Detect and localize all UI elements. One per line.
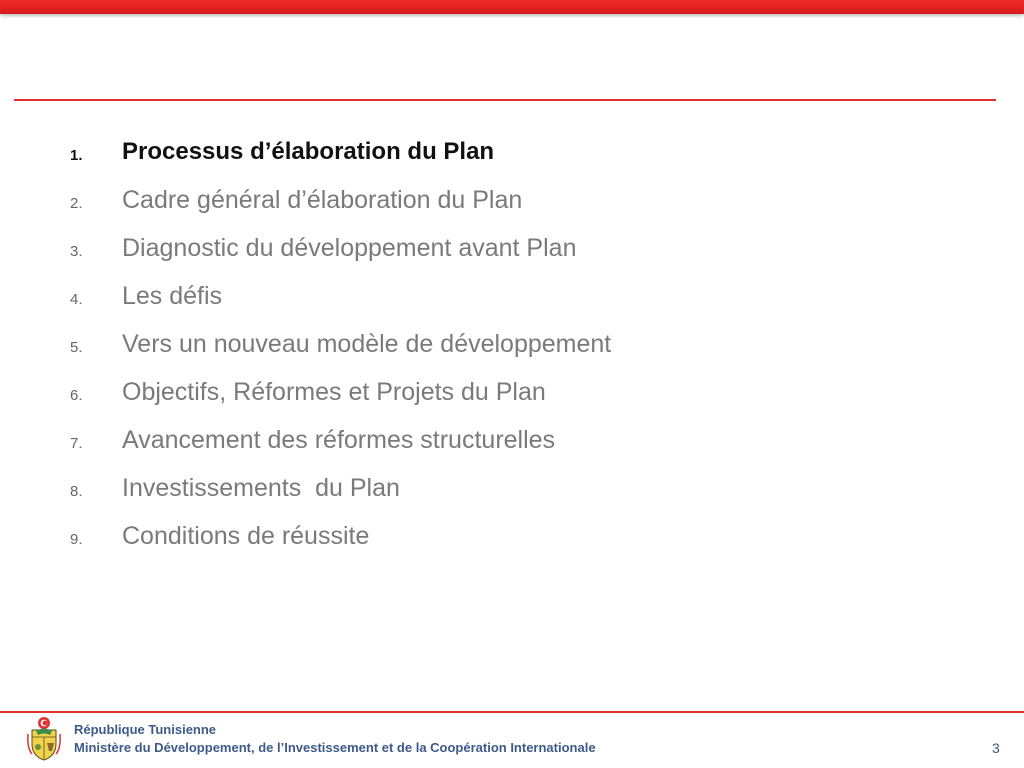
agenda-item-4[interactable] [0, 277, 900, 325]
agenda-item-2[interactable] [0, 181, 900, 229]
agenda-item-label: Objectifs, Réformes et Projets du Plan [122, 378, 546, 406]
agenda-item-7[interactable] [0, 421, 900, 469]
agenda-item-label: Investissements du Plan [122, 474, 400, 502]
agenda-item-label: Avancement des réformes structurelles [122, 426, 556, 454]
agenda-list [0, 133, 900, 565]
agenda-item-3[interactable] [0, 229, 900, 277]
agenda-item-number: 6. [70, 387, 83, 404]
footer-divider [0, 711, 1024, 713]
agenda-item-number: 3. [70, 243, 83, 260]
footer-country: République Tunisienne [74, 722, 217, 737]
agenda-item-number: 2. [70, 195, 83, 212]
agenda-item-number: 8. [70, 483, 83, 500]
agenda-item-6[interactable] [0, 373, 900, 421]
agenda-item-8[interactable] [0, 469, 900, 517]
agenda-item-number: 1. [70, 147, 83, 164]
agenda-item-1[interactable] [0, 133, 900, 181]
agenda-item-label: Vers un nouveau modèle de développement [122, 330, 612, 358]
top-red-bar [0, 0, 1024, 14]
page-number: 3 [992, 740, 1000, 756]
agenda-item-number: 9. [70, 531, 83, 548]
agenda-item-number: 4. [70, 291, 83, 308]
agenda-item-label: Diagnostic du développement avant Plan [122, 234, 577, 262]
agenda-item-9[interactable] [0, 517, 900, 565]
agenda-item-number: 5. [70, 339, 83, 356]
footer-ministry: Ministère du Développement, de l’Investissement et de la Coopération Internationale [74, 740, 596, 755]
tunisia-coat-of-arms-icon [26, 716, 62, 762]
title-divider [14, 99, 996, 101]
agenda-item-label: Les défis [122, 282, 223, 310]
agenda-item-label: Conditions de réussite [122, 522, 370, 550]
agenda-item-label: Cadre général d’élaboration du Plan [122, 186, 523, 214]
agenda-item-label: Processus d’élaboration du Plan [122, 138, 495, 165]
agenda-item-number: 7. [70, 435, 83, 452]
agenda-item-5[interactable] [0, 325, 900, 373]
